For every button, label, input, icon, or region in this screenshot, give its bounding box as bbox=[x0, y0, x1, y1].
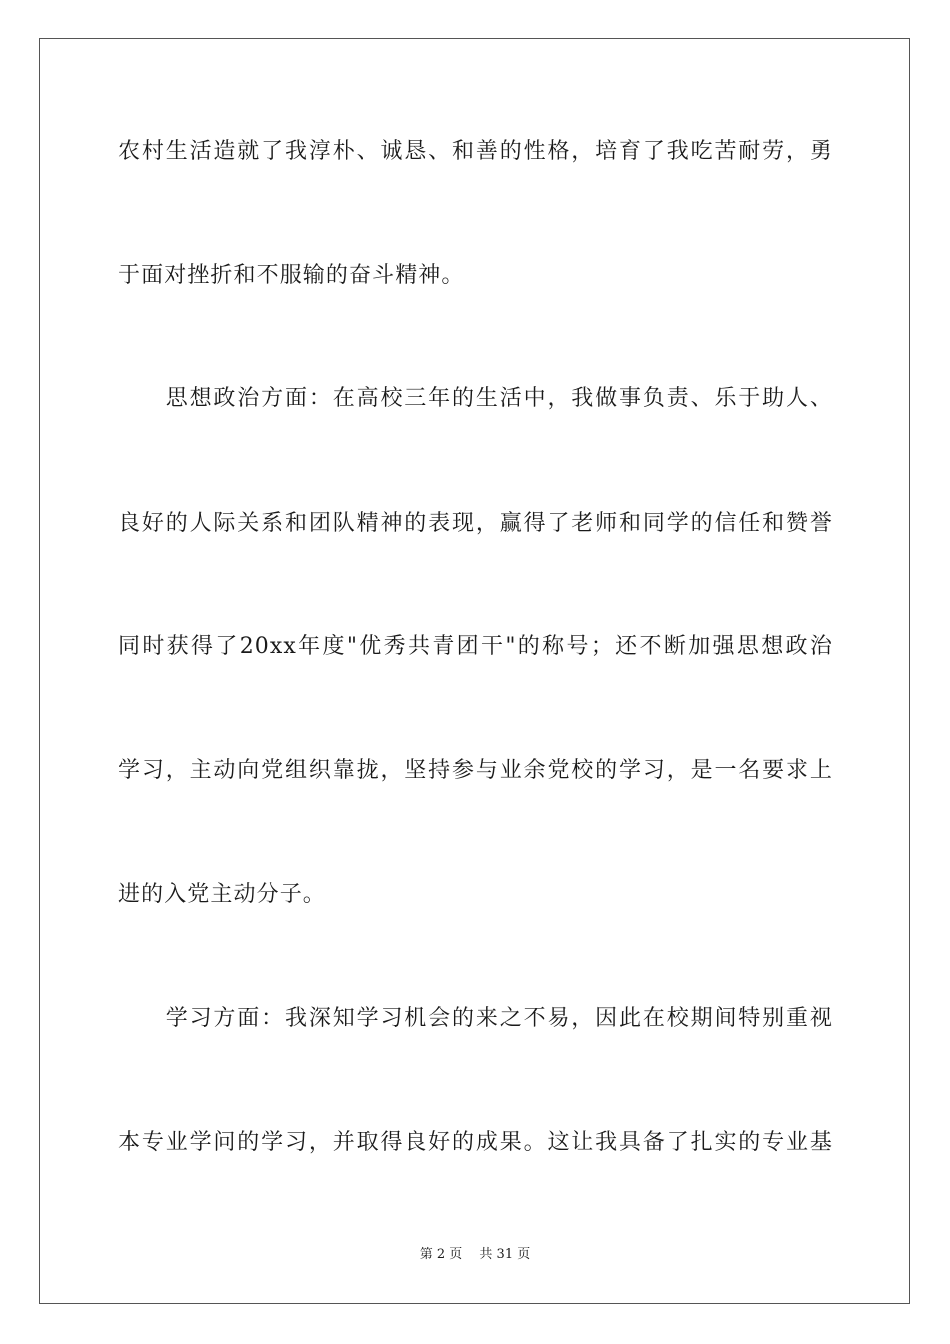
text-line-2: 于面对挫折和不服输的奋斗精神。 bbox=[118, 263, 465, 288]
text-line-4: 良好的人际关系和团队精神的表现，赢得了老师和同学的信任和赞誉 bbox=[118, 511, 833, 536]
text-line-9: 本专业学问的学习，并取得良好的成果。这让我具备了扎实的专业基 bbox=[118, 1130, 833, 1155]
text-line-7: 进的入党主动分子。 bbox=[118, 882, 326, 907]
text-line-5: 同时获得了20xx年度"优秀共青团干"的称号；还不断加强思想政治 bbox=[118, 634, 833, 659]
text-line-6: 学习，主动向党组织靠拢，坚持参与业余党校的学习，是一名要求上 bbox=[118, 758, 833, 783]
text-line-3: 思想政治方面：在高校三年的生活中，我做事负责、乐于助人、 bbox=[118, 386, 833, 411]
page-frame bbox=[39, 38, 910, 1304]
text-line-1: 农村生活造就了我淳朴、诚恳、和善的性格，培育了我吃苦耐劳，勇 bbox=[118, 139, 833, 164]
page-number-footer: 第 2 页 共 31 页 bbox=[419, 1247, 531, 1262]
text-line-8: 学习方面：我深知学习机会的来之不易，因此在校期间特别重视 bbox=[118, 1006, 833, 1031]
